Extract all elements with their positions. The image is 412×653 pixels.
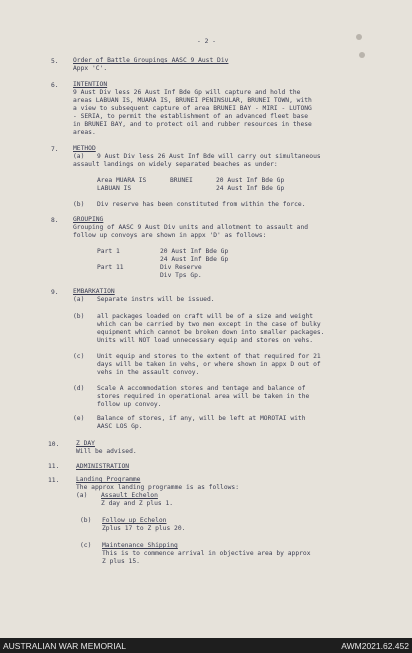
item-label: (b) (80, 517, 92, 524)
section-line: Appx 'C'. (73, 65, 108, 72)
table-cell: Area MUARA IS (97, 177, 147, 184)
punch-hole (359, 52, 365, 58)
section-title: Z DAY (76, 440, 95, 447)
text-line: Z plus 15. (102, 558, 140, 565)
text-line: This is to commence arrival in objective area by approx (102, 550, 311, 557)
item-label: (a) (76, 492, 88, 499)
text-line: in BRUNEI BAY, and to protect oil and rubber resources in these (73, 121, 312, 128)
text-line: 9 Aust Div less 26 Aust Inf Bde Gp will capture and hold the (73, 89, 301, 96)
page-number: - 2 - (197, 38, 216, 45)
item-label: (d) (73, 385, 85, 392)
text-line: areas LABUAN IS, MUARA IS, BRUNEI PENINSULAR, BRUNEI TOWN, with (73, 97, 312, 104)
text-line: The approx landing programme is as follows: (76, 484, 240, 491)
item-title: Follow up Echelon (102, 517, 167, 524)
item-label: (c) (80, 542, 92, 549)
part-item: Div Tps Gp. (160, 272, 202, 279)
table-cell: BRUNEI (170, 177, 193, 184)
table-cell: 24 Aust Inf Bde Gp (216, 185, 285, 192)
part-item: Div Reserve (160, 264, 202, 271)
section-title: ADMINISTRATION (76, 463, 130, 470)
section-number: 11. (48, 463, 60, 470)
section-title: EMBARKATION (73, 288, 115, 295)
section-title: GROUPING (73, 216, 104, 223)
section-title: INTENTION (73, 81, 108, 88)
section-number: 9. (51, 289, 59, 296)
text-line: AASC LOS Gp. (97, 423, 143, 430)
footer-accession-number: AWM2021.62.452 (341, 641, 409, 651)
table-cell: LABUAN IS (97, 185, 132, 192)
text-line: Balance of stores, if any, will be left at MOROTAI with (97, 415, 306, 422)
part-label: Part 1 (97, 248, 120, 255)
text-line: days will be taken in vehs, or where shown in appx D out of (97, 361, 321, 368)
text-line: Z day and Z plus 1. (101, 500, 174, 507)
section-number: 10. (48, 441, 60, 448)
section-title: Order of Battle Groupings AASC 9 Aust Div (73, 57, 229, 64)
part-item: 24 Aust Inf Bde Gp (160, 256, 229, 263)
text-line: 9 Aust Div less 26 Aust Inf Bde will carry out simultaneous (97, 153, 321, 160)
footer-institution: AUSTRALIAN WAR MEMORIAL (3, 641, 126, 651)
text-line: assault landings on widely separated beaches as under: (73, 161, 278, 168)
section-title: METHOD (73, 145, 96, 152)
item-label: (c) (73, 353, 85, 360)
text-line: follow up convoy. (97, 401, 162, 408)
text-line: Grouping of AASC 9 Aust Div units and allotment to assault and (73, 224, 309, 231)
text-line: a view to subsequent capture of area BRUNEI BAY - MIRI - LUTONG (73, 105, 312, 112)
table-cell: 20 Aust Inf Bde Gp (216, 177, 285, 184)
text-line: Div reserve has been constituted from within the force. (97, 201, 306, 208)
section-number: 5. (51, 58, 59, 65)
item-label: (e) (73, 415, 85, 422)
punch-hole (356, 34, 362, 40)
text-line: follow up convoys are shown in appx 'D' as follows: (73, 232, 267, 239)
text-line: Unit equip and stores to the extent of that required for 21 (97, 353, 321, 360)
part-item: 20 Aust Inf Bde Gp (160, 248, 229, 255)
section-number: 6. (51, 82, 59, 89)
text-line: areas. (73, 129, 96, 136)
text-line: stores required in operational area will be taken in the (97, 393, 310, 400)
text-line: Will be advised. (76, 448, 137, 455)
text-line: which can be carried by two men except in the case of bulky (97, 321, 321, 328)
text-line: equipment which cannot be broken down into smaller packages. (97, 329, 325, 336)
section-number: 7. (51, 146, 59, 153)
item-label: (b) (73, 313, 85, 320)
text-line: Scale A accommodation stores and tentage and balance of (97, 385, 306, 392)
text-line: all packages loaded on craft will be of a size and weight (97, 313, 314, 320)
item-label: (b) (73, 201, 85, 208)
section-number: 8. (51, 217, 59, 224)
footer-bar (0, 638, 412, 653)
section-title: Landing Programme (76, 476, 141, 483)
text-line: Zplus 17 to Z plus 20. (102, 525, 186, 532)
part-label: Part 11 (97, 264, 124, 271)
text-line: vehs in the assault convoy. (97, 369, 200, 376)
text-line: - SERIA, to permit the establishment of an advanced fleet base (73, 113, 309, 120)
text-line: Units will NOT load unnecessary equip and stores on vehs. (97, 337, 314, 344)
item-title: Assault Echelon (101, 492, 158, 499)
item-label: (a) (73, 296, 85, 303)
item-label: (a) (73, 153, 85, 160)
item-title: Maintenance Shipping (102, 542, 178, 549)
text-line: Separate instrs will be issued. (97, 296, 215, 303)
section-number: 11. (48, 477, 60, 484)
